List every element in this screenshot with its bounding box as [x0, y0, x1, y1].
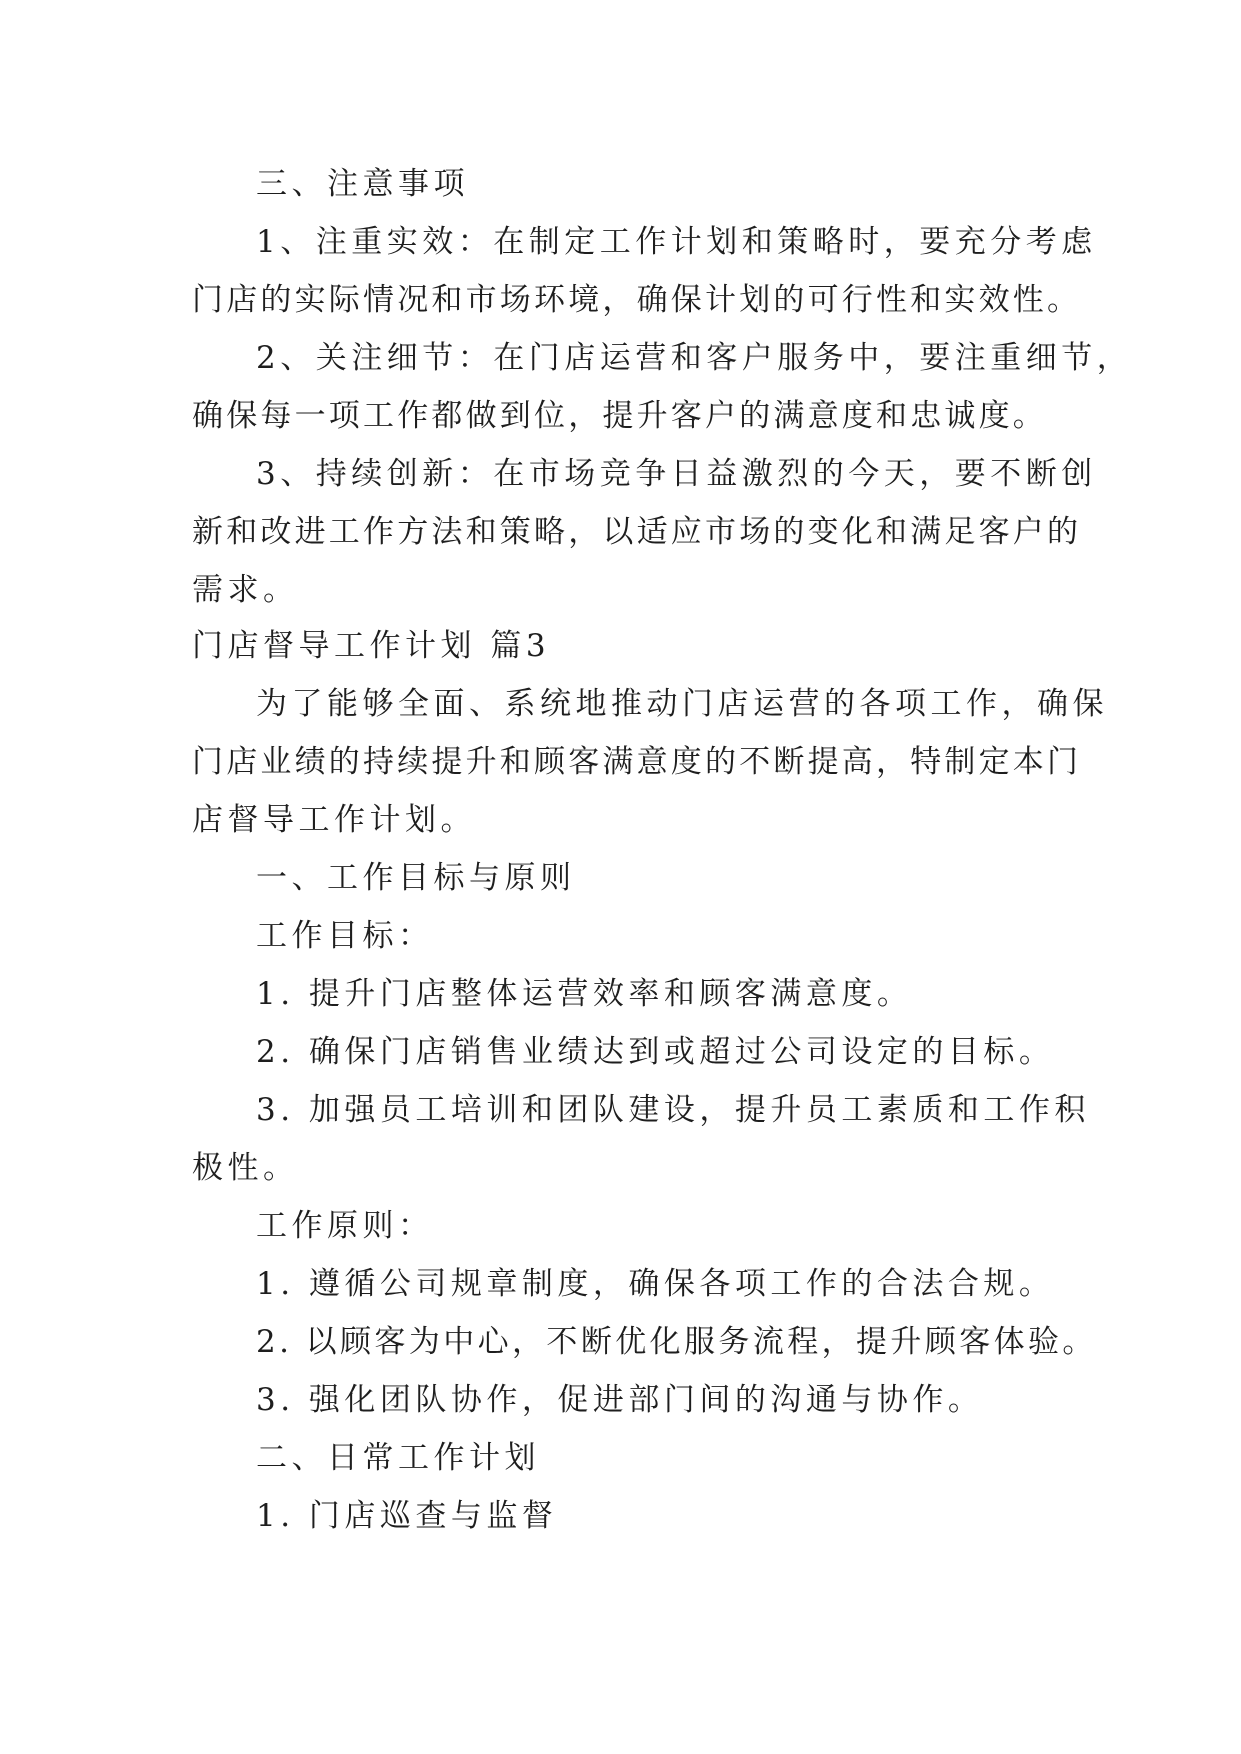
paragraph-line: 门店业绩的持续提升和顾客满意度的不断提高，特制定本门 — [192, 744, 1082, 780]
article-title: 门店督导工作计划 篇3 — [192, 628, 551, 664]
paragraph-line: 店督导工作计划。 — [192, 802, 476, 838]
section-heading: 三、注意事项 — [256, 166, 469, 202]
list-item: 1. 门店巡查与监督 — [256, 1498, 558, 1534]
list-item: 2. 以顾客为中心，不断优化服务流程，提升顾客体验。 — [256, 1324, 1097, 1360]
subheading: 工作目标： — [256, 918, 434, 954]
paragraph-line: 新和改进工作方法和策略，以适应市场的变化和满足客户的 — [192, 514, 1082, 550]
paragraph-line: 确保每一项工作都做到位，提升客户的满意度和忠诚度。 — [192, 398, 1047, 434]
list-item: 1. 遵循公司规章制度，确保各项工作的合法合规。 — [256, 1266, 1055, 1302]
paragraph-line: 2、关注细节：在门店运营和客户服务中，要注重细节， — [256, 340, 1133, 376]
paragraph-line: 为了能够全面、系统地推动门店运营的各项工作，确保 — [256, 686, 1108, 722]
list-item-continuation: 极性。 — [192, 1150, 299, 1186]
list-item: 2. 确保门店销售业绩达到或超过公司设定的目标。 — [256, 1034, 1055, 1070]
paragraph-line: 3、持续创新：在市场竞争日益激烈的今天，要不断创 — [256, 456, 1097, 492]
section-heading: 二、日常工作计划 — [256, 1440, 540, 1476]
list-item: 3. 加强员工培训和团队建设，提升员工素质和工作积 — [256, 1092, 1090, 1128]
list-item: 3. 强化团队协作，促进部门间的沟通与协作。 — [256, 1382, 984, 1418]
subheading: 工作原则： — [256, 1208, 434, 1244]
paragraph-line: 1、注重实效：在制定工作计划和策略时，要充分考虑 — [256, 224, 1097, 260]
section-heading: 一、工作目标与原则 — [256, 860, 576, 896]
paragraph-line: 门店的实际情况和市场环境，确保计划的可行性和实效性。 — [192, 282, 1082, 318]
list-item: 1. 提升门店整体运营效率和顾客满意度。 — [256, 976, 913, 1012]
paragraph-line: 需求。 — [192, 572, 299, 608]
